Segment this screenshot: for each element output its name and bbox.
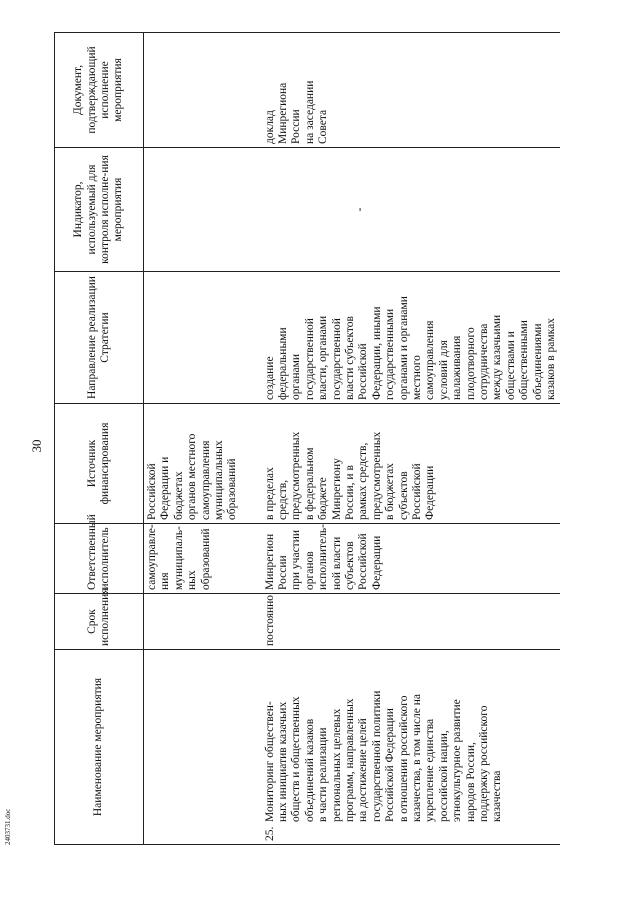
footer-doc-code: 2403731.doc: [4, 808, 12, 845]
page-number: 30: [29, 439, 44, 453]
header-direction: Направление реализации Стратегии: [55, 272, 144, 404]
cell-financing: [144, 404, 262, 524]
cell-direction: [262, 272, 561, 404]
row-25-direction: создание федеральными органами государственной власти, органами государственной власти субъектов Российской Федерации, иными государственными органами и органами местного самоуправления условий для налаживания плодотворного сотрудничества между казачьими обществами и общественными объединениями казаков в рамках: [263, 296, 558, 400]
rotated-table-container: [54, 33, 626, 845]
cell-document: [144, 33, 262, 148]
cell-term: [262, 594, 561, 650]
cell-direction: [144, 272, 262, 404]
row-25-name: Мониторинг обществен- ных инициатив казачьих обществ и общественных объединений казаков в части реализации региональных целевых программ, направленных на достижение целей государственной политики Российской Федерации в отношении российского казачества, в том числе на укрепление единства российской нации, этнокультурное развитие народов России, поддержку российского казачества: [263, 690, 504, 822]
header-document: Документ, подтверждающий исполнение мероприятия: [55, 33, 144, 148]
cell-document: [262, 33, 561, 148]
table-row: [144, 33, 262, 845]
cell-financing: [262, 404, 561, 524]
cell-indicator: [262, 148, 561, 272]
continuation-responsible: самоуправле- ния муниципаль- ных образований: [146, 524, 212, 590]
table-row: [262, 33, 561, 845]
header-financing: Источник финансирования: [55, 404, 144, 524]
header-name: Наименование мероприятия: [55, 650, 144, 845]
row-number: 25.: [263, 826, 276, 841]
header-indicator: Индикатор, используемый для контроля исполне-ния мероприятия: [55, 148, 144, 272]
header-responsible: Ответственный исполнитель: [55, 524, 144, 594]
continuation-financing: Российской Федерации и бюджетах органов местного самоуправления муниципальных образований: [146, 433, 239, 520]
header-term: Срок исполнения: [55, 594, 144, 650]
table-header-row: [55, 33, 144, 845]
cell-responsible: [262, 524, 561, 594]
cell-name: [262, 650, 561, 845]
cell-responsible: [144, 524, 262, 594]
row-25-financing: в пределах средств, предусмотренных в федеральном бюджете Минрегиону России, и в рамках средств, предусмотренных в бюджетах субъектов Российской Федерации: [263, 431, 437, 520]
row-25-document: доклад Минрегиона России на заседании Совета: [263, 80, 330, 144]
cell-name: [144, 650, 262, 845]
row-25-responsible: Минрегион России при участии органов исполнитель- ной власти субъектов Российской Федерации: [263, 523, 383, 590]
row-25-indicator: -: [353, 207, 366, 212]
cell-term: [144, 594, 262, 650]
measures-table: [54, 32, 560, 845]
row-25-term: постоянно: [263, 594, 276, 646]
cell-indicator: [144, 148, 262, 272]
